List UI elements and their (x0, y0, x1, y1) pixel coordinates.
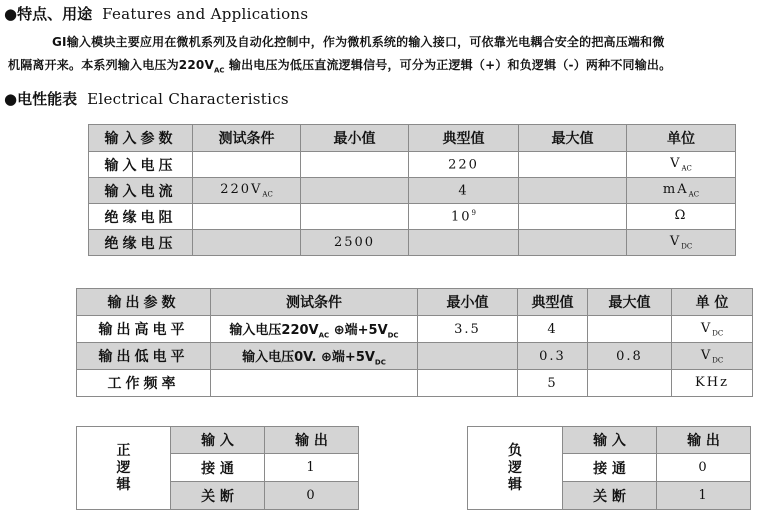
min-cell: 3.5 (418, 316, 518, 343)
table-row (89, 178, 736, 204)
header-cell: 输出参数 (77, 289, 211, 316)
unit-cell: KHz (672, 370, 753, 397)
table-header-row (77, 289, 753, 316)
param-cell: 绝缘电阻 (89, 204, 193, 230)
input-cell: 关 断 (563, 482, 657, 510)
header-cell: 输入参数 (89, 125, 193, 152)
condition-cell (211, 370, 418, 397)
positive-logic-table (76, 426, 359, 510)
bullet-icon: ● (4, 90, 18, 108)
plus-terminal-icon: ⊕ (321, 349, 332, 365)
electrical-heading (4, 88, 289, 109)
condition-cell: 输入电压0V. ⊕端$+5V_{DC}$ (211, 343, 418, 370)
condition-cell: $220V_{AC}$ (193, 178, 301, 204)
min-cell: 2500 (301, 230, 409, 256)
features-heading (4, 3, 308, 24)
negative-logic-label: 负逻辑 (468, 427, 563, 510)
table-row (77, 316, 753, 343)
bullet-icon: ● (4, 5, 18, 23)
unit-cell: $V_{DC}$ (627, 230, 736, 256)
header-cell: 最小值 (301, 125, 409, 152)
features-title-cn: 特点、用途 (17, 5, 93, 23)
features-paragraph-line-1: GI输入模块主要应用在微机系列及自动化控制中，作为微机系统的输入接口，可依靠光电耦合安全的把高压端和微 (52, 35, 665, 49)
header-cell: 输 出 (265, 427, 359, 454)
param-cell: 输入电压 (89, 152, 193, 178)
output-parameters-table (76, 288, 753, 397)
typ-cell: 5 (518, 370, 588, 397)
param-cell: 工作频率 (77, 370, 211, 397)
input-cell: 关 断 (171, 482, 265, 510)
header-cell: 典型值 (409, 125, 519, 152)
output-cell: 0 (657, 454, 751, 482)
condition-cell: 输入电压$220V_{AC}$ ⊕端$+5V_{DC}$ (211, 316, 418, 343)
output-cell: 1 (265, 454, 359, 482)
plus-terminal-icon: ⊕ (333, 322, 345, 338)
header-cell: 最小值 (418, 289, 518, 316)
typ-cell: 4 (518, 316, 588, 343)
header-cell: 测试条件 (193, 125, 301, 152)
negative-logic-table (467, 426, 751, 510)
min-cell (301, 178, 409, 204)
unit-cell: $V_{DC}$ (672, 316, 753, 343)
max-cell (519, 204, 627, 230)
typ-cell: 220 (409, 152, 519, 178)
unit-cell: $V_{DC}$ (672, 343, 753, 370)
max-cell: 0.8 (588, 343, 672, 370)
unit-cell: $mA_{AC}$ (627, 178, 736, 204)
unit-cell: $V_{AC}$ (627, 152, 736, 178)
line2-part-b: 输出电压为低压直流逻辑信号，可分为正逻辑（+）和负逻辑（-）两种不同输出。 (224, 58, 672, 72)
max-cell (519, 230, 627, 256)
header-cell: 测试条件 (211, 289, 418, 316)
max-cell (519, 152, 627, 178)
output-cell: 1 (657, 482, 751, 510)
table-row (89, 152, 736, 178)
header-cell: 最大值 (519, 125, 627, 152)
header-cell: 输 出 (657, 427, 751, 454)
param-cell: 输出高电平 (77, 316, 211, 343)
table-header-row (468, 427, 751, 454)
param-cell: 输出低电平 (77, 343, 211, 370)
min-cell (418, 370, 518, 397)
typ-cell (409, 230, 519, 256)
positive-logic-label: 正逻辑 (77, 427, 171, 510)
electrical-title-en: Electrical Characteristics (87, 90, 289, 108)
header-cell: 典型值 (518, 289, 588, 316)
condition-cell (193, 230, 301, 256)
min-cell (301, 204, 409, 230)
min-cell (418, 343, 518, 370)
min-cell (301, 152, 409, 178)
input-cell: 接 通 (171, 454, 265, 482)
table-header-row (77, 427, 359, 454)
header-cell: 单 位 (672, 289, 753, 316)
electrical-title-cn: 电性能表 (17, 90, 78, 108)
table-row (77, 343, 753, 370)
header-cell: 最大值 (588, 289, 672, 316)
features-paragraph-line-2 (8, 56, 671, 74)
max-cell (588, 316, 672, 343)
unit-cell: Ω (627, 204, 736, 230)
table-row (89, 204, 736, 230)
param-cell: 绝缘电压 (89, 230, 193, 256)
max-cell (588, 370, 672, 397)
condition-cell (193, 152, 301, 178)
line2-subscript: AC (213, 66, 225, 75)
max-cell (519, 178, 627, 204)
output-cell: 0 (265, 482, 359, 510)
typ-cell: 0.3 (518, 343, 588, 370)
param-cell: 输入电流 (89, 178, 193, 204)
header-cell: 单位 (627, 125, 736, 152)
table-row (89, 230, 736, 256)
header-cell: 输 入 (171, 427, 265, 454)
features-title-en: Features and Applications (102, 5, 309, 23)
table-header-row (89, 125, 736, 152)
input-cell: 接 通 (563, 454, 657, 482)
typ-cell: 4 (409, 178, 519, 204)
table-row (77, 370, 753, 397)
header-cell: 输 入 (563, 427, 657, 454)
input-parameters-table (88, 124, 736, 256)
condition-cell (193, 204, 301, 230)
typ-cell: $10^9$ (409, 204, 519, 230)
line2-part-a: 机隔离开来。本系列输入电压为220V (8, 58, 214, 72)
